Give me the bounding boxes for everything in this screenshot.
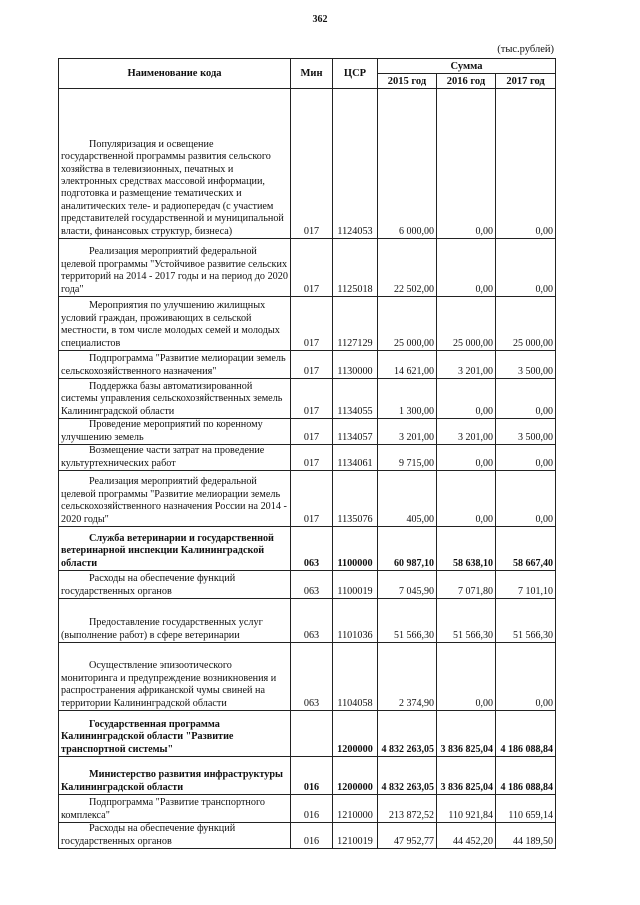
row-csr: 1124053 (333, 89, 378, 239)
row-min: 016 (291, 823, 333, 849)
row-2017: 58 667,40 (496, 527, 556, 571)
row-name: Популяризация и освещение государственной программы развития сельского хозяйства в телевизионных, печатных и электронных средствах массовой информации, подготовка и размещение тематических и аналитических теле- и радиопередач (с участием представителей государственной и муниципальной власти, финансовых структур, бизнеса) (59, 89, 291, 239)
table-row (59, 445, 556, 471)
row-csr: 1200000 (333, 757, 378, 795)
row-csr: 1100000 (333, 527, 378, 571)
row-2015: 6 000,00 (378, 89, 437, 239)
row-2015: 9 715,00 (378, 445, 437, 471)
row-2016: 3 836 825,04 (437, 757, 496, 795)
row-2017: 4 186 088,84 (496, 757, 556, 795)
table-row (59, 351, 556, 379)
row-2016: 110 921,84 (437, 795, 496, 823)
budget-table (58, 58, 556, 849)
row-2016: 44 452,20 (437, 823, 496, 849)
table-row (59, 471, 556, 527)
row-2016: 7 071,80 (437, 571, 496, 599)
row-2016: 0,00 (437, 89, 496, 239)
units-label: (тыс.рублей) (497, 44, 554, 55)
table-row (59, 823, 556, 849)
row-name: Подпрограмма "Развитие мелиорации земель сельскохозяйственного назначения" (59, 351, 291, 379)
row-2016: 0,00 (437, 471, 496, 527)
row-min: 017 (291, 351, 333, 379)
row-2015: 14 621,00 (378, 351, 437, 379)
table-row (59, 239, 556, 297)
table-row (59, 419, 556, 445)
row-2017: 7 101,10 (496, 571, 556, 599)
row-2016: 0,00 (437, 445, 496, 471)
row-csr: 1130000 (333, 351, 378, 379)
row-2017: 44 189,50 (496, 823, 556, 849)
row-csr: 1134057 (333, 419, 378, 445)
row-min: 017 (291, 379, 333, 419)
row-2015: 1 300,00 (378, 379, 437, 419)
table-row (59, 527, 556, 571)
row-2016: 0,00 (437, 643, 496, 711)
row-csr: 1210019 (333, 823, 378, 849)
header-2017: 2017 год (496, 74, 556, 89)
row-2017: 0,00 (496, 379, 556, 419)
row-2016: 3 201,00 (437, 419, 496, 445)
row-csr: 1200000 (333, 711, 378, 757)
header-min: Мин (291, 59, 333, 89)
table-row (59, 757, 556, 795)
row-2017: 4 186 088,84 (496, 711, 556, 757)
row-min (291, 711, 333, 757)
row-2017: 0,00 (496, 643, 556, 711)
row-min: 017 (291, 239, 333, 297)
row-min: 063 (291, 599, 333, 643)
row-csr: 1127129 (333, 297, 378, 351)
row-2017: 110 659,14 (496, 795, 556, 823)
row-name: Возмещение части затрат на проведение культуртехнических работ (59, 445, 291, 471)
header-name: Наименование кода (59, 59, 291, 89)
row-csr: 1104058 (333, 643, 378, 711)
row-2015: 3 201,00 (378, 419, 437, 445)
header-2015: 2015 год (378, 74, 437, 89)
table-row (59, 571, 556, 599)
table-row (59, 297, 556, 351)
row-min: 016 (291, 757, 333, 795)
row-min: 063 (291, 571, 333, 599)
row-2017: 0,00 (496, 445, 556, 471)
row-2016: 51 566,30 (437, 599, 496, 643)
row-name: Министерство развития инфраструктуры Калининградской области (59, 757, 291, 795)
row-name: Государственная программа Калининградской области "Развитие транспортной системы" (59, 711, 291, 757)
row-min: 017 (291, 419, 333, 445)
header-2016: 2016 год (437, 74, 496, 89)
row-name: Предоставление государственных услуг (выполнение работ) в сфере ветеринарии (59, 599, 291, 643)
row-2016: 3 201,00 (437, 351, 496, 379)
row-2016: 0,00 (437, 379, 496, 419)
table-row (59, 795, 556, 823)
row-name: Мероприятия по улучшению жилищных условий граждан, проживающих в сельской местности, в том числе молодых семей и молодых специалистов (59, 297, 291, 351)
row-name: Расходы на обеспечение функций государственных органов (59, 823, 291, 849)
row-2015: 22 502,00 (378, 239, 437, 297)
row-name: Служба ветеринарии и государственной ветеринарной инспекции Калининградской области (59, 527, 291, 571)
row-csr: 1134055 (333, 379, 378, 419)
row-2015: 2 374,90 (378, 643, 437, 711)
row-min: 017 (291, 445, 333, 471)
row-2017: 0,00 (496, 89, 556, 239)
header-sum: Сумма (378, 59, 556, 74)
row-2015: 4 832 263,05 (378, 757, 437, 795)
row-2017: 3 500,00 (496, 419, 556, 445)
table-row (59, 89, 556, 239)
row-min: 063 (291, 527, 333, 571)
row-csr: 1210000 (333, 795, 378, 823)
row-csr: 1135076 (333, 471, 378, 527)
row-name: Реализация мероприятий федеральной целевой программы "Устойчивое развитие сельских территорий на 2014 - 2017 годы и на период до 2020 года" (59, 239, 291, 297)
row-2017: 3 500,00 (496, 351, 556, 379)
row-name: Проведение мероприятий по коренному улучшению земель (59, 419, 291, 445)
row-2015: 60 987,10 (378, 527, 437, 571)
row-csr: 1100019 (333, 571, 378, 599)
row-min: 017 (291, 471, 333, 527)
row-2015: 47 952,77 (378, 823, 437, 849)
row-2015: 405,00 (378, 471, 437, 527)
row-csr: 1125018 (333, 239, 378, 297)
row-min: 017 (291, 89, 333, 239)
table-row (59, 643, 556, 711)
table-row (59, 379, 556, 419)
row-2015: 7 045,90 (378, 571, 437, 599)
row-2016: 3 836 825,04 (437, 711, 496, 757)
row-name: Подпрограмма "Развитие транспортного комплекса" (59, 795, 291, 823)
row-2016: 25 000,00 (437, 297, 496, 351)
row-2015: 51 566,30 (378, 599, 437, 643)
page-number: 362 (312, 14, 328, 25)
row-name: Осуществление эпизоотического мониторинга и предупреждение возникновения и распространения африканской чумы свиней на территории Калининградской области (59, 643, 291, 711)
row-name: Реализация мероприятий федеральной целевой программы "Развитие мелиорации земель сельскохозяйственного назначения России на 2014 - 2020 годы" (59, 471, 291, 527)
row-2017: 51 566,30 (496, 599, 556, 643)
row-2015: 25 000,00 (378, 297, 437, 351)
row-csr: 1134061 (333, 445, 378, 471)
table-row (59, 711, 556, 757)
row-2017: 25 000,00 (496, 297, 556, 351)
row-2017: 0,00 (496, 239, 556, 297)
row-2017: 0,00 (496, 471, 556, 527)
row-name: Расходы на обеспечение функций государственных органов (59, 571, 291, 599)
row-csr: 1101036 (333, 599, 378, 643)
row-min: 063 (291, 643, 333, 711)
row-name: Поддержка базы автоматизированной системы управления сельскохозяйственных земель Калининградской области (59, 379, 291, 419)
row-2016: 0,00 (437, 239, 496, 297)
row-min: 016 (291, 795, 333, 823)
row-min: 017 (291, 297, 333, 351)
header-csr: ЦСР (333, 59, 378, 89)
table-row (59, 599, 556, 643)
row-2016: 58 638,10 (437, 527, 496, 571)
row-2015: 4 832 263,05 (378, 711, 437, 757)
row-2015: 213 872,52 (378, 795, 437, 823)
